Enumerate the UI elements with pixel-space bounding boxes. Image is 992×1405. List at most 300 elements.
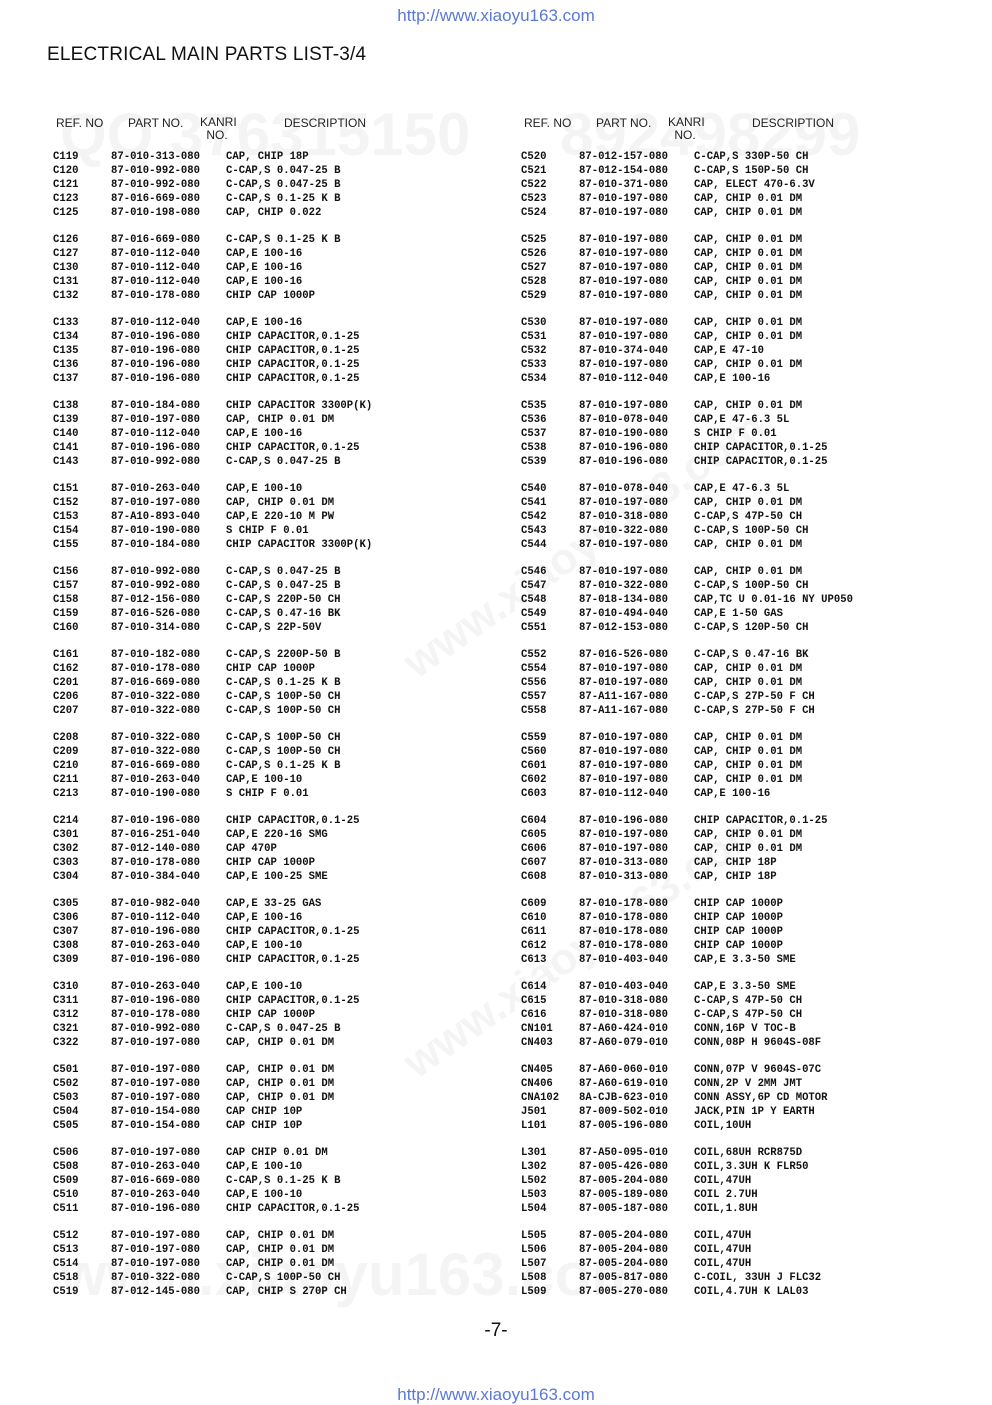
ref-no-cell: C542 <box>521 511 547 523</box>
description-cell: C-CAP,S 0.047-25 B <box>226 580 341 592</box>
table-row <box>53 648 523 662</box>
description-cell: CAP,E 100-10 <box>226 1189 303 1201</box>
ref-no-cell: C525 <box>521 234 547 246</box>
ref-no-cell: C534 <box>521 373 547 385</box>
ref-no-cell: C609 <box>521 898 547 910</box>
table-row <box>53 413 523 427</box>
description-cell: CAP,E 100-16 <box>226 248 303 260</box>
part-no-cell: 87-010-196-080 <box>579 442 669 454</box>
parts-column-left <box>53 116 523 1312</box>
description-cell: COIL,10UH <box>694 1120 752 1132</box>
description-cell: C-CAP,S 100P-50 CH <box>226 732 341 744</box>
ref-no-cell: C557 <box>521 691 547 703</box>
description-cell: CAP, CHIP 0.01 DM <box>226 497 335 509</box>
description-cell: CAP, CHIP 0.01 DM <box>694 539 803 551</box>
table-row <box>521 994 991 1008</box>
description-cell: CAP,E 100-10 <box>226 981 303 993</box>
ref-no-cell: C153 <box>53 511 79 523</box>
part-no-cell: 87-010-078-040 <box>579 414 669 426</box>
table-row <box>53 316 523 330</box>
table-row <box>53 441 523 455</box>
part-no-cell: 87-005-204-080 <box>579 1258 669 1270</box>
ref-no-cell: C123 <box>53 193 79 205</box>
part-no-cell: 87-A11-167-080 <box>579 705 669 717</box>
table-row <box>53 261 523 275</box>
description-cell: C-CAP,S 100P-50 CH <box>226 705 341 717</box>
header-ref-no: REF. NO <box>56 116 104 130</box>
part-no-cell: 87-005-204-080 <box>579 1230 669 1242</box>
part-no-cell: 87-010-184-080 <box>111 539 201 551</box>
ref-no-cell: C321 <box>53 1023 79 1035</box>
ref-no-cell: C501 <box>53 1064 79 1076</box>
part-no-cell: 87-010-197-080 <box>111 1078 201 1090</box>
table-row <box>521 1063 991 1077</box>
part-no-cell: 87-005-817-080 <box>579 1272 669 1284</box>
part-no-cell: 87-010-112-040 <box>579 788 669 800</box>
part-no-cell: 87-016-669-080 <box>111 234 201 246</box>
part-no-cell: 87-010-263-040 <box>111 981 201 993</box>
description-cell: CAP, CHIP 18P <box>694 871 777 883</box>
ref-no-cell: C207 <box>53 705 79 717</box>
ref-no-cell: C536 <box>521 414 547 426</box>
table-row <box>53 1257 523 1271</box>
description-cell: CHIP CAPACITOR,0.1-25 <box>694 442 828 454</box>
description-cell: C-CAP,S 0.047-25 B <box>226 456 341 468</box>
parts-group <box>521 316 991 386</box>
ref-no-cell: C209 <box>53 746 79 758</box>
description-cell: C-CAP,S 47P-50 CH <box>694 995 803 1007</box>
description-cell: CAP CHIP 10P <box>226 1106 303 1118</box>
description-cell: COIL,47UH <box>694 1175 752 1187</box>
description-cell: CAP,E 100-16 <box>226 262 303 274</box>
part-no-cell: 87-010-197-080 <box>579 331 669 343</box>
header-description: DESCRIPTION <box>284 116 367 130</box>
ref-no-cell: C544 <box>521 539 547 551</box>
description-cell: S CHIP F 0.01 <box>694 428 777 440</box>
table-row <box>53 289 523 303</box>
part-no-cell: 87-010-197-080 <box>579 843 669 855</box>
part-no-cell: 87-010-197-080 <box>579 760 669 772</box>
table-row <box>521 897 991 911</box>
table-row <box>53 372 523 386</box>
ref-no-cell: C548 <box>521 594 547 606</box>
table-row <box>521 510 991 524</box>
part-no-cell: 87-010-992-080 <box>111 165 201 177</box>
description-cell: CAP, CHIP S 270P CH <box>226 1286 347 1298</box>
table-row <box>53 1243 523 1257</box>
table-row <box>521 593 991 607</box>
ref-no-cell: C528 <box>521 276 547 288</box>
part-no-cell: 87-012-145-080 <box>111 1286 201 1298</box>
table-row <box>53 980 523 994</box>
part-no-cell: 87-016-526-080 <box>579 649 669 661</box>
footer-url[interactable]: http://www.xiaoyu163.com <box>397 1385 595 1404</box>
description-cell: C-CAP,S 0.047-25 B <box>226 165 341 177</box>
table-row <box>521 275 991 289</box>
table-row <box>521 344 991 358</box>
description-cell: CHIP CAP 1000P <box>226 857 316 869</box>
header-url[interactable]: http://www.xiaoyu163.com <box>397 6 595 25</box>
table-row <box>53 1160 523 1174</box>
parts-group <box>53 814 523 884</box>
description-cell: C-CAP,S 0.047-25 B <box>226 1023 341 1035</box>
table-row <box>521 1105 991 1119</box>
table-row <box>521 427 991 441</box>
part-no-cell: 87-010-196-080 <box>111 359 201 371</box>
description-cell: CAP, CHIP 0.01 DM <box>694 677 803 689</box>
part-no-cell: 87-005-187-080 <box>579 1203 669 1215</box>
description-cell: C-CAP,S 22P-50V <box>226 622 322 634</box>
description-cell: CAP, CHIP 0.01 DM <box>694 331 803 343</box>
part-no-cell: 87-012-140-080 <box>111 843 201 855</box>
parts-group <box>521 731 991 801</box>
part-no-cell: 87-A50-095-010 <box>579 1147 669 1159</box>
description-cell: CAP, CHIP 0.01 DM <box>694 276 803 288</box>
table-row <box>521 538 991 552</box>
part-no-cell: 87-010-112-040 <box>111 912 201 924</box>
ref-no-cell: L507 <box>521 1258 547 1270</box>
ref-no-cell: C132 <box>53 290 79 302</box>
ref-no-cell: C614 <box>521 981 547 993</box>
table-row <box>53 1022 523 1036</box>
part-no-cell: 87-010-078-040 <box>579 483 669 495</box>
part-no-cell: 87-016-669-080 <box>111 1175 201 1187</box>
ref-no-cell: C503 <box>53 1092 79 1104</box>
parts-group <box>521 482 991 552</box>
table-row <box>521 1202 991 1216</box>
table-row <box>521 455 991 469</box>
description-cell: CHIP CAP 1000P <box>694 912 784 924</box>
part-no-cell: 87-010-313-080 <box>111 151 201 163</box>
parts-group <box>53 482 523 552</box>
part-no-cell: 87-010-263-040 <box>111 1161 201 1173</box>
table-row <box>53 510 523 524</box>
part-no-cell: 87-010-197-080 <box>111 1092 201 1104</box>
table-row <box>521 330 991 344</box>
table-row <box>521 413 991 427</box>
header-kanri-no: KANRI NO. <box>668 115 705 142</box>
description-cell: C-CAP,S 100P-50 CH <box>226 1272 341 1284</box>
parts-group <box>521 233 991 303</box>
description-cell: CHIP CAP 1000P <box>694 926 784 938</box>
table-row <box>521 565 991 579</box>
description-cell: CAP, CHIP 0.01 DM <box>226 1230 335 1242</box>
part-no-cell: 87-010-322-080 <box>579 580 669 592</box>
table-row <box>521 261 991 275</box>
description-cell: CAP,E 100-25 SME <box>226 871 328 883</box>
description-cell: CAP,TC U 0.01-16 NY UP050 <box>694 594 853 606</box>
part-no-cell: 87-010-197-080 <box>579 746 669 758</box>
table-row <box>521 150 991 164</box>
part-no-cell: 87-016-526-080 <box>111 608 201 620</box>
ref-no-cell: L503 <box>521 1189 547 1201</box>
description-cell: C-CAP,S 0.047-25 B <box>226 566 341 578</box>
description-cell: CHIP CAPACITOR,0.1-25 <box>226 995 360 1007</box>
ref-no-cell: C213 <box>53 788 79 800</box>
description-cell: C-CAP,S 2200P-50 B <box>226 649 341 661</box>
table-row <box>53 1119 523 1133</box>
table-row <box>521 1008 991 1022</box>
ref-no-cell: C121 <box>53 179 79 191</box>
table-row <box>53 759 523 773</box>
description-cell: CAP,E 100-10 <box>226 483 303 495</box>
description-cell: CAP, CHIP 0.01 DM <box>694 774 803 786</box>
part-no-cell: 87-010-992-080 <box>111 1023 201 1035</box>
ref-no-cell: L302 <box>521 1161 547 1173</box>
ref-no-cell: C604 <box>521 815 547 827</box>
part-no-cell: 87-010-112-040 <box>111 317 201 329</box>
table-row <box>53 206 523 220</box>
parts-group <box>53 1063 523 1133</box>
part-no-cell: 87-010-112-040 <box>579 373 669 385</box>
part-no-cell: 87-010-313-080 <box>579 857 669 869</box>
ref-no-cell: C513 <box>53 1244 79 1256</box>
part-no-cell: 87-010-178-080 <box>111 1009 201 1021</box>
table-row <box>521 1091 991 1105</box>
table-row <box>53 953 523 967</box>
description-cell: CHIP CAP 1000P <box>226 290 316 302</box>
ref-no-cell: CN101 <box>521 1023 553 1035</box>
description-cell: COIL,1.8UH <box>694 1203 758 1215</box>
table-row <box>53 1077 523 1091</box>
ref-no-cell: C529 <box>521 290 547 302</box>
description-cell: CAP CHIP 10P <box>226 1120 303 1132</box>
ref-no-cell: C520 <box>521 151 547 163</box>
part-no-cell: 87-010-314-080 <box>111 622 201 634</box>
part-no-cell: 87-012-153-080 <box>579 622 669 634</box>
table-row <box>521 372 991 386</box>
table-row <box>53 773 523 787</box>
table-row <box>53 1063 523 1077</box>
table-row <box>53 828 523 842</box>
table-row <box>521 690 991 704</box>
description-cell: CONN,2P V 2MM JMT <box>694 1078 803 1090</box>
table-row <box>521 980 991 994</box>
description-cell: CONN,16P V TOC-B <box>694 1023 796 1035</box>
ref-no-cell: C134 <box>53 331 79 343</box>
table-row <box>53 842 523 856</box>
ref-no-cell: C523 <box>521 193 547 205</box>
part-no-cell: 87-010-197-080 <box>579 663 669 675</box>
part-no-cell: 87-010-154-080 <box>111 1106 201 1118</box>
description-cell: CAP,E 220-16 SMG <box>226 829 328 841</box>
description-cell: C-CAP,S 100P-50 CH <box>694 580 809 592</box>
part-no-cell: 87-010-197-080 <box>579 497 669 509</box>
part-no-cell: 87-A11-167-080 <box>579 691 669 703</box>
description-cell: COIL,3.3UH K FLR50 <box>694 1161 809 1173</box>
parts-group <box>53 565 523 635</box>
description-cell: CHIP CAP 1000P <box>226 1009 316 1021</box>
part-no-cell: 87-010-322-080 <box>111 1272 201 1284</box>
part-no-cell: 87-010-178-080 <box>579 926 669 938</box>
part-no-cell: 87-010-197-080 <box>579 262 669 274</box>
description-cell: CAP,E 3.3-50 SME <box>694 954 796 966</box>
ref-no-cell: CN405 <box>521 1064 553 1076</box>
part-no-cell: 87-010-197-080 <box>111 1244 201 1256</box>
part-no-cell: 87-012-157-080 <box>579 151 669 163</box>
part-no-cell: 87-012-154-080 <box>579 165 669 177</box>
table-row <box>521 731 991 745</box>
description-cell: CHIP CAPACITOR,0.1-25 <box>226 442 360 454</box>
description-cell: CAP, CHIP 0.01 DM <box>694 262 803 274</box>
ref-no-cell: C532 <box>521 345 547 357</box>
part-no-cell: 87-010-992-080 <box>111 179 201 191</box>
description-cell: C-CAP,S 220P-50 CH <box>226 594 341 606</box>
part-no-cell: 87-010-196-080 <box>111 954 201 966</box>
ref-no-cell: C535 <box>521 400 547 412</box>
ref-no-cell: C603 <box>521 788 547 800</box>
table-row <box>53 1174 523 1188</box>
header-part-no: PART NO. <box>596 116 652 130</box>
table-row <box>521 1257 991 1271</box>
ref-no-cell: C554 <box>521 663 547 675</box>
table-row <box>521 787 991 801</box>
ref-no-cell: L509 <box>521 1286 547 1298</box>
part-no-cell: 87-010-374-040 <box>579 345 669 357</box>
parts-group <box>521 399 991 469</box>
ref-no-cell: C301 <box>53 829 79 841</box>
table-row <box>53 538 523 552</box>
ref-no-cell: C210 <box>53 760 79 772</box>
description-cell: CONN,08P H 9604S-08F <box>694 1037 822 1049</box>
description-cell: CAP,E 47-6.3 5L <box>694 414 790 426</box>
description-cell: COIL,68UH RCR875D <box>694 1147 803 1159</box>
ref-no-cell: C127 <box>53 248 79 260</box>
ref-no-cell: C138 <box>53 400 79 412</box>
parts-group <box>53 897 523 967</box>
description-cell: CHIP CAPACITOR,0.1-25 <box>226 815 360 827</box>
description-cell: CAP, CHIP 0.01 DM <box>694 248 803 260</box>
part-no-cell: 87-005-426-080 <box>579 1161 669 1173</box>
part-no-cell: 87-010-197-080 <box>111 1258 201 1270</box>
table-row <box>53 579 523 593</box>
table-row <box>521 939 991 953</box>
table-row <box>53 192 523 206</box>
ref-no-cell: C312 <box>53 1009 79 1021</box>
table-row <box>521 496 991 510</box>
table-row <box>53 330 523 344</box>
part-no-cell: 87-010-196-080 <box>111 345 201 357</box>
part-no-cell: 87-005-196-080 <box>579 1120 669 1132</box>
description-cell: CHIP CAP 1000P <box>226 663 316 675</box>
table-row <box>53 524 523 538</box>
ref-no-cell: C309 <box>53 954 79 966</box>
ref-no-cell: C158 <box>53 594 79 606</box>
description-cell: CAP, CHIP 0.01 DM <box>694 317 803 329</box>
table-row <box>521 814 991 828</box>
part-no-cell: 87-A60-060-010 <box>579 1064 669 1076</box>
ref-no-cell: C612 <box>521 940 547 952</box>
description-cell: CAP,E 220-10 M PW <box>226 511 335 523</box>
description-cell: C-CAP,S 0.47-16 BK <box>226 608 341 620</box>
part-no-cell: 87-016-669-080 <box>111 677 201 689</box>
ref-no-cell: C162 <box>53 663 79 675</box>
description-cell: CAP,E 100-16 <box>226 317 303 329</box>
part-no-cell: 87-010-322-080 <box>111 705 201 717</box>
ref-no-cell: C539 <box>521 456 547 468</box>
description-cell: CAP,E 47-10 <box>694 345 764 357</box>
table-row <box>521 1271 991 1285</box>
part-no-cell: 87-010-197-080 <box>579 359 669 371</box>
ref-no-cell: C519 <box>53 1286 79 1298</box>
ref-no-cell: C541 <box>521 497 547 509</box>
ref-no-cell: L505 <box>521 1230 547 1242</box>
description-cell: CAP,E 100-10 <box>226 774 303 786</box>
ref-no-cell: C306 <box>53 912 79 924</box>
ref-no-cell: C130 <box>53 262 79 274</box>
part-no-cell: 87-010-178-080 <box>579 898 669 910</box>
table-row <box>53 1285 523 1299</box>
table-row <box>53 994 523 1008</box>
table-row <box>521 1036 991 1050</box>
description-cell: CHIP CAPACITOR 3300P(K) <box>226 400 373 412</box>
part-no-cell: 87-010-196-080 <box>111 373 201 385</box>
ref-no-cell: C302 <box>53 843 79 855</box>
description-cell: CHIP CAPACITOR,0.1-25 <box>226 359 360 371</box>
table-row <box>521 676 991 690</box>
ref-no-cell: C154 <box>53 525 79 537</box>
table-row <box>521 482 991 496</box>
column-header <box>521 116 991 150</box>
part-no-cell: 87-010-196-080 <box>111 1203 201 1215</box>
table-row <box>521 399 991 413</box>
parts-group <box>521 897 991 967</box>
table-row <box>53 164 523 178</box>
table-row <box>521 662 991 676</box>
part-no-cell: 87-010-112-040 <box>111 262 201 274</box>
description-cell: C-CAP,S 0.1-25 K B <box>226 234 341 246</box>
parts-group <box>521 814 991 884</box>
ref-no-cell: C140 <box>53 428 79 440</box>
header-kanri-no: KANRI NO. <box>200 115 237 142</box>
part-no-cell: 87-009-502-010 <box>579 1106 669 1118</box>
ref-no-cell: C120 <box>53 165 79 177</box>
description-cell: CONN ASSY,6P CD MOTOR <box>694 1092 828 1104</box>
parts-group <box>53 980 523 1050</box>
table-row <box>53 150 523 164</box>
ref-no-cell: C310 <box>53 981 79 993</box>
part-no-cell: 87-016-669-080 <box>111 193 201 205</box>
description-cell: CHIP CAPACITOR,0.1-25 <box>226 331 360 343</box>
description-cell: C-CAP,S 47P-50 CH <box>694 1009 803 1021</box>
description-cell: C-CAP,S 330P-50 CH <box>694 151 809 163</box>
table-row <box>53 247 523 261</box>
ref-no-cell: C615 <box>521 995 547 1007</box>
part-no-cell: 87-005-204-080 <box>579 1244 669 1256</box>
table-row <box>521 1119 991 1133</box>
ref-no-cell: J501 <box>521 1106 547 1118</box>
parts-group <box>53 233 523 303</box>
description-cell: C-CAP,S 0.047-25 B <box>226 179 341 191</box>
ref-no-cell: C152 <box>53 497 79 509</box>
part-no-cell: 87-010-197-080 <box>579 539 669 551</box>
description-cell: CAP, CHIP 0.01 DM <box>226 1037 335 1049</box>
ref-no-cell: C131 <box>53 276 79 288</box>
ref-no-cell: C126 <box>53 234 79 246</box>
part-no-cell: 87-010-178-080 <box>111 290 201 302</box>
part-no-cell: 87-010-196-080 <box>111 331 201 343</box>
table-row <box>521 745 991 759</box>
ref-no-cell: C533 <box>521 359 547 371</box>
part-no-cell: 87-010-318-080 <box>579 995 669 1007</box>
table-row <box>521 1077 991 1091</box>
table-row <box>521 579 991 593</box>
part-no-cell: 87-010-197-080 <box>111 497 201 509</box>
part-no-cell: 87-010-313-080 <box>579 871 669 883</box>
part-no-cell: 87-A60-424-010 <box>579 1023 669 1035</box>
part-no-cell: 87-010-190-080 <box>111 525 201 537</box>
description-cell: CAP,E 100-16 <box>694 788 771 800</box>
